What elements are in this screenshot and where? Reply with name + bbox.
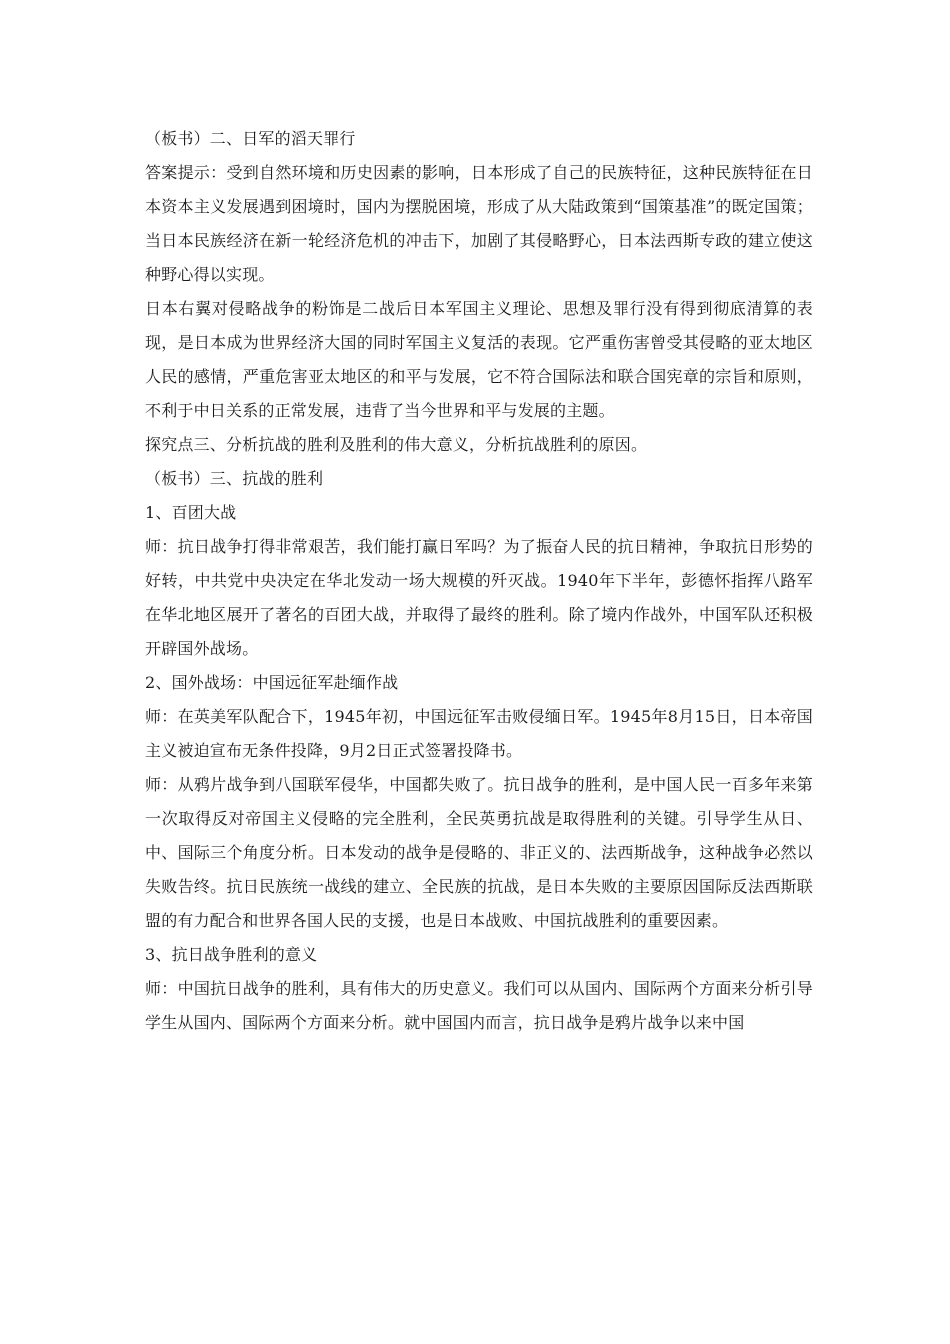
inquiry-point-three: 探究点三、分析抗战的胜利及胜利的伟大意义，分析抗战胜利的原因。 <box>145 435 648 454</box>
answer-hint-paragraph: 答案提示：受到自然环境和历史因素的影响，日本形成了自己的民族特征，这种民族特征在日本资本主义发展遇到困境时，国内为摆脱困境，形成了从大陆政策到“国策基准”的既定国策；当日本民族经济在新一轮经济危机的冲击下，加剧了其侵略野心，日本法西斯专政的建立使这种野心得以实现。 <box>145 163 813 284</box>
teacher-paragraph-victory-reasons: 师：从鸦片战争到八国联军侵华，中国都失败了。抗日战争的胜利，是中国人民一百多年来第一次取得反对帝国主义侵略的完全胜利，全民英勇抗战是取得胜利的关键。引导学生从日、中、国际三个角度分析。日本发动的战争是侵略的、非正义的、法西斯战争，这种战争必然以失败告终。抗日民族统一战线的建立、全民族的抗战，是日本失败的主要原因国际反法西斯联盟的有力配合和世界各国人民的支援，也是日本战败、中国抗战胜利的重要因素。 <box>145 775 813 930</box>
teacher-paragraph-hundred-regiments: 师：抗日战争打得非常艰苦，我们能打赢日军吗？为了振奋人民的抗日精神，争取抗日形势的好转，中共党中央决定在华北发动一场大规模的歼灭战。1940年下半年，彭德怀指挥八路军在华北地区展开了著名的百团大战，并取得了最终的胜利。除了境内作战外，中国军队还积极开辟国外战场。 <box>145 537 813 658</box>
right-wing-paragraph: 日本右翼对侵略战争的粉饰是二战后日本军国主义理论、思想及罪行没有得到彻底清算的表现，是日本成为世界经济大国的同时军国主义复活的表现。它严重伤害曾受其侵略的亚太地区人民的感情，严重危害亚太地区的和平与发展，它不符合国际法和联合国宪章的宗旨和原则，不利于中日关系的正常发展，违背了当今世界和平与发展的主题。 <box>145 299 813 420</box>
document-body <box>145 122 813 1040</box>
teacher-paragraph-significance: 师：中国抗日战争的胜利，具有伟大的历史意义。我们可以从国内、国际两个方面来分析引导学生从国内、国际两个方面来分析。就中国国内而言，抗日战争是鸦片战争以来中国 <box>145 979 813 1032</box>
board-heading-victory: （板书）三、抗战的胜利 <box>145 469 324 488</box>
teacher-paragraph-expedition: 师：在英美军队配合下，1945年初，中国远征军击败侵缅日军。1945年8月15日，日本帝国主义被迫宣布无条件投降，9月2日正式签署投降书。 <box>145 707 813 760</box>
board-heading-crimes: （板书）二、日军的滔天罪行 <box>145 129 356 148</box>
section-foreign-battlefield: 2、国外战场：中国远征军赴缅作战 <box>145 673 399 692</box>
section-hundred-regiments: 1、百团大战 <box>145 503 237 522</box>
section-victory-significance: 3、抗日战争胜利的意义 <box>145 945 318 964</box>
